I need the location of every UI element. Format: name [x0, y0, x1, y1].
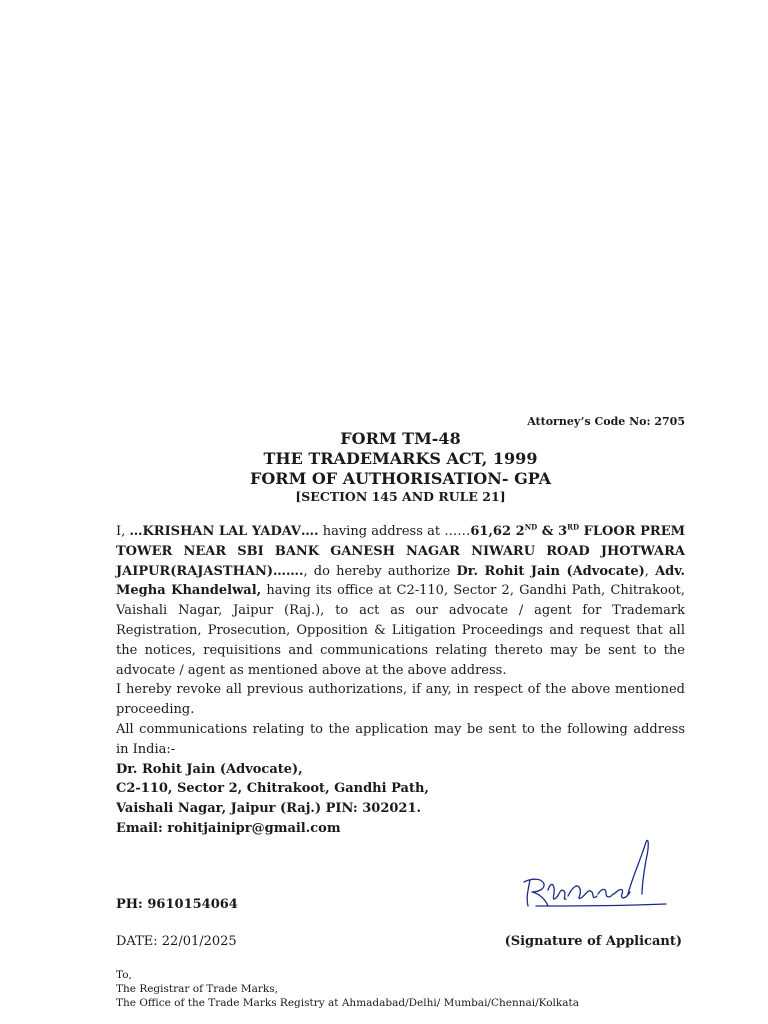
intro-text: I, — [116, 524, 130, 539]
address-part-2: FLOOR PREM TOWER NEAR SBI BANK GANESH NAGAR NIWARU ROAD JHOTWARA JAIPUR(RAJASTHAN)……. — [116, 524, 685, 579]
applicant-signature — [518, 836, 668, 914]
addressee-registrar: The Registrar of Trade Marks, — [116, 983, 278, 995]
superscript-rd: RD — [567, 522, 580, 532]
authorize-text: , do hereby authorize — [303, 563, 457, 579]
date-field: DATE: 22/01/2025 — [116, 934, 237, 949]
applicant-name: …KRISHAN LAL YADAV…. — [129, 524, 319, 539]
address-part-1: 61,62 2 — [470, 524, 525, 539]
document-page — [116, 0, 685, 1024]
addressee-office: The Office of the Trade Marks Registry at Ahmadabad/Delhi/ Mumbai/Chennai/Kolkata — [116, 997, 579, 1009]
act-title: THE TRADEMARKS ACT, 1999 — [263, 449, 538, 468]
section-reference: [SECTION 145 AND RULE 21] — [295, 489, 506, 504]
advocate-name-1: Dr. Rohit Jain (Advocate) — [456, 563, 645, 579]
form-title: FORM TM-48 — [340, 429, 461, 448]
communication-address — [116, 760, 685, 839]
communications-paragraph: All communications relating to the application may be sent to the following address in India:- — [116, 721, 685, 757]
authorization-body — [116, 522, 685, 839]
advocate-name-2: Adv. Megha Khandelwal, — [116, 563, 686, 599]
addressee-block — [116, 968, 579, 1010]
comma-text: , — [644, 563, 656, 579]
authorization-paragraph — [116, 522, 685, 680]
superscript-nd: ND — [524, 522, 538, 532]
authorization-rest: having its office at C2-110, Sector 2, Gandhi Path, Chitrakoot, Vaishali Nagar, Jaipur (Raj.), to act as our advocate / agent for Trademark Registration, Prosecution, Opposition & Litigation Proceedings and request that all the notices, requisitions and communications relating thereto may be sent to the advocate / agent as mentioned above at the above address. — [116, 583, 685, 678]
having-address-text: having address at …… — [318, 524, 471, 539]
signature-label: (Signature of Applicant) — [504, 934, 682, 949]
addressee-to: To, — [116, 969, 132, 981]
form-subtitle: FORM OF AUTHORISATION- GPA — [249, 469, 552, 488]
form-heading — [116, 429, 685, 505]
address-line-2: Vaishali Nagar, Jaipur (Raj.) PIN: 302021. — [116, 801, 422, 817]
address-amp: & 3 — [537, 524, 568, 539]
address-name: Dr. Rohit Jain (Advocate), — [116, 761, 303, 777]
phone-number: PH: 9610154064 — [116, 897, 238, 912]
address-line-1: C2-110, Sector 2, Chitrakoot, Gandhi Path, — [116, 781, 429, 797]
address-email: Email: rohitjainipr@gmail.com — [116, 820, 341, 836]
attorney-code: Attorney’s Code No: 2705 — [527, 415, 685, 428]
revoke-paragraph: I hereby revoke all previous authorizations, if any, in respect of the above mentioned proceeding. — [116, 682, 685, 718]
